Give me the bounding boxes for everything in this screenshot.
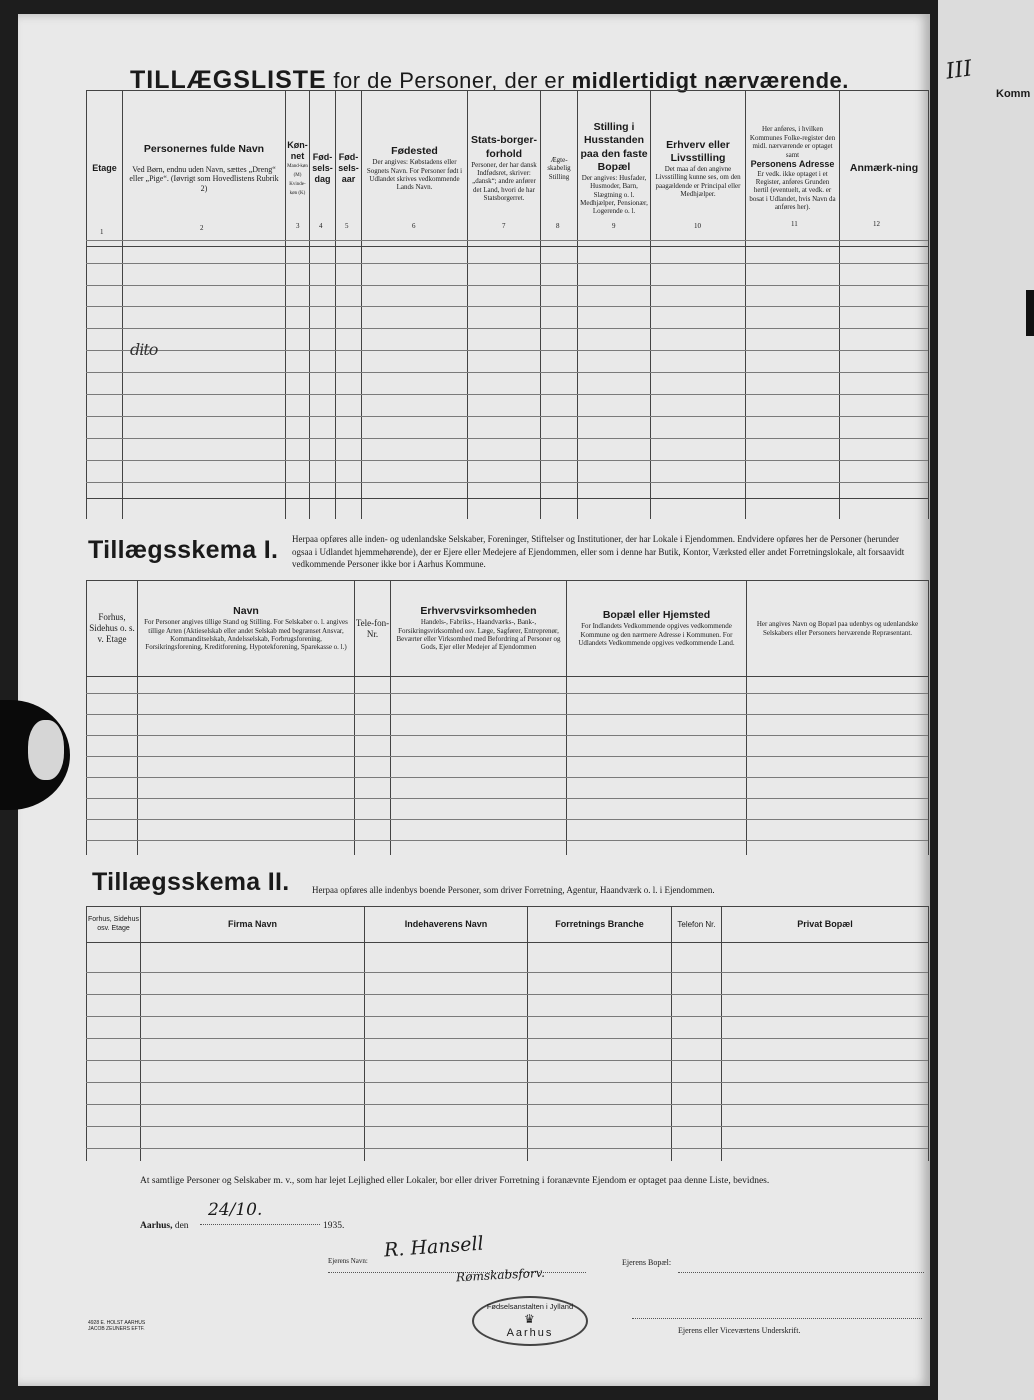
col-number: 12 xyxy=(873,220,880,228)
next-page-number: III xyxy=(944,56,974,85)
person-list-table xyxy=(86,90,929,519)
col-navn: Personernes fulde Navn Ved Børn, endnu uden Navn, sættes „Dreng“ eller „Pige“. (Iøvrigt som Hovedlistens Rubrik 2) xyxy=(123,91,286,247)
col-number: 2 xyxy=(200,224,204,232)
owner-signature: R. Hansell xyxy=(383,1232,485,1262)
s1-col-etage: Forhus, Sidehus o. s. v. Etage xyxy=(87,581,138,677)
skema2-title: Tillægsskema II. xyxy=(92,868,290,896)
skema1-description: Herpaa opføres alle inden- og udenlandske Selskaber, Foreninger, Stiftelser og Institutioner, der har Lokale i Ejendommen. Endvidere opføres her de Personer (herunder ogsaa i Udlandet hjemmehørende), der er Ejere eller Medejere af Ejendommen, eller som i denne har Butik, Kontor, Værksted eller andet Forretningslokale, alt forsaavidt vedkommende Personer ikke bor i Aarhus Kommune. xyxy=(292,534,905,570)
s2-col-branche: Forretnings Branche xyxy=(528,907,672,943)
year-label: 1935. xyxy=(323,1221,345,1231)
s1-col-navn: Navn For Personer angives tillige Stand og Stilling. For Selskaber o. l. angives tillige Arten (Aktieselskab eller andet Selskab med begrænset Ansvar, Kommanditselskab, Andelsselskab, Forbrugsforening, Forsikringsforening, Kreditforening, Hypotekforening, Sparekasse o. l.) xyxy=(138,581,355,677)
col-number: 1 xyxy=(100,228,104,236)
s2-col-firma: Firma Navn xyxy=(141,907,365,943)
caretaker-label: Ejerens eller Viceværtens Underskrift. xyxy=(678,1326,801,1335)
col-foedselsaar: Fød-sels-aar xyxy=(336,91,362,247)
col-number: 5 xyxy=(345,222,349,230)
attestation-statement: At samtlige Personer og Selskaber m. v., som har lejet Lejlighed eller Lokaler, bor eller driver Forretning i foranævnte Ejendom er optaget paa denne Liste, bevidnes. xyxy=(140,1176,770,1186)
col-number: 11 xyxy=(791,220,798,228)
form-page xyxy=(18,14,930,1386)
col-adresse: Her anføres, i hvilken Kommunes Folke-register den midl. nærværende er optaget samt Personens Adresse Er vedk. ikke optaget i et Register, anføres Grunden hertil (eventuelt, at vedk. er bosat i Udlandet, hvis Navn da anføres her). xyxy=(746,91,840,247)
list-body-row xyxy=(87,247,929,519)
main-title: TILLÆGSLISTE for de Personer, der er midlertidigt nærværende. xyxy=(130,66,849,94)
col-foedselsdag: Fød-sels-dag xyxy=(310,91,336,247)
skema1-table xyxy=(86,580,929,855)
skema1-title: Tillægsskema I. xyxy=(88,536,279,564)
city-label: Aarhus, den xyxy=(140,1221,189,1231)
handwritten-date: 24/10. xyxy=(208,1200,263,1220)
s1-col-repraesentant: Her angives Navn og Bopæl paa udenbys og udenlandske Selskabers eller Personers herværende Repræsentant. xyxy=(747,581,929,677)
s2-col-telefon: Telefon Nr. xyxy=(672,907,722,943)
col-koen: Køn-net Mand-køn (M) Kvinde-køn (K) xyxy=(286,91,310,247)
s2-col-etage: Forhus, Sidehus osv. Etage xyxy=(87,907,141,943)
s1-col-telefon: Tele-fon-Nr. xyxy=(355,581,391,677)
col-number: 9 xyxy=(612,222,616,230)
next-page-header: Komm xyxy=(996,88,1031,100)
col-number: 7 xyxy=(502,222,506,230)
col-erhverv: Erhverv eller Livsstilling Det maa af den angivne Livsstilling kunne ses, om den paagældende er Principal eller Medhjælper. xyxy=(651,91,746,247)
owner-address-handwritten: Rømskabsforv. xyxy=(455,1265,546,1285)
col-stilling: Stilling i Husstanden paa den faste Bopæl Der angives: Husfader, Husmoder, Barn, Slægtning o. l. Medhjælper, Pensionær, Logerende o. l. xyxy=(578,91,651,247)
col-number: 3 xyxy=(296,222,300,230)
skema2-table xyxy=(86,906,929,1161)
col-anmaerkning: Anmærk-ning xyxy=(840,91,929,247)
handwritten-entry: dito xyxy=(130,340,158,359)
col-foedested: Fødested Der angives: Købstadens eller Sognets Navn. For Personer født i Udlandet skrives vedkommende Lands Navn. xyxy=(362,91,468,247)
s2-col-indehaver: Indehaverens Navn xyxy=(365,907,528,943)
owner-address-label: Ejerens Bopæl: xyxy=(622,1258,672,1267)
col-number: 6 xyxy=(412,222,416,230)
owner-name-label: Ejerens Navn: xyxy=(328,1257,368,1265)
institution-stamp: Fødselsanstalten i Jylland ♛ Aarhus xyxy=(472,1296,588,1346)
skema2-description: Herpaa opføres alle indenbys boende Personer, som driver Forretning, Agentur, Haandværk o. l. i Ejendommen. xyxy=(312,885,715,895)
col-number: 4 xyxy=(319,222,323,230)
crown-icon: ♛ xyxy=(524,1312,535,1326)
col-number: 10 xyxy=(694,222,701,230)
col-number: 8 xyxy=(556,222,560,230)
printer-mark: 4928 E. HOLST AARHUS JACOB ZEUNERS EFTF. xyxy=(88,1320,146,1332)
s2-col-privat: Privat Bopæl xyxy=(722,907,929,943)
skema2-body-row xyxy=(87,943,929,1161)
col-statsborger: Stats-borger-forhold Personer, der har dansk Indfødsret, skriver: „dansk“; andre anfører det Land, hvori de har Statsborgerret. xyxy=(468,91,541,247)
col-aegteskabelig: Ægte-skabelig Stilling xyxy=(541,91,578,247)
skema1-body-row xyxy=(87,677,929,855)
next-page-edge xyxy=(938,0,1034,1400)
col-etage: Etage xyxy=(87,91,123,247)
s1-col-erhverv: Erhvervsvirksomheden Handels-, Fabriks-, Haandværks-, Bank-, Forsikringsvirksomhed osv. Læge, Sagfører, Entreprenør, Beværter eller Virksomhed med Befordring af Personer og Gods, Ejer eller Medejer af Ejendommen xyxy=(391,581,567,677)
s1-col-bopael: Bopæl eller Hjemsted For Indlandets Vedkommende opgives vedkommende Kommune og den nærmere Adresse i Kommunen. For Udlandets Vedkommende opgives vedkommende Land. xyxy=(567,581,747,677)
